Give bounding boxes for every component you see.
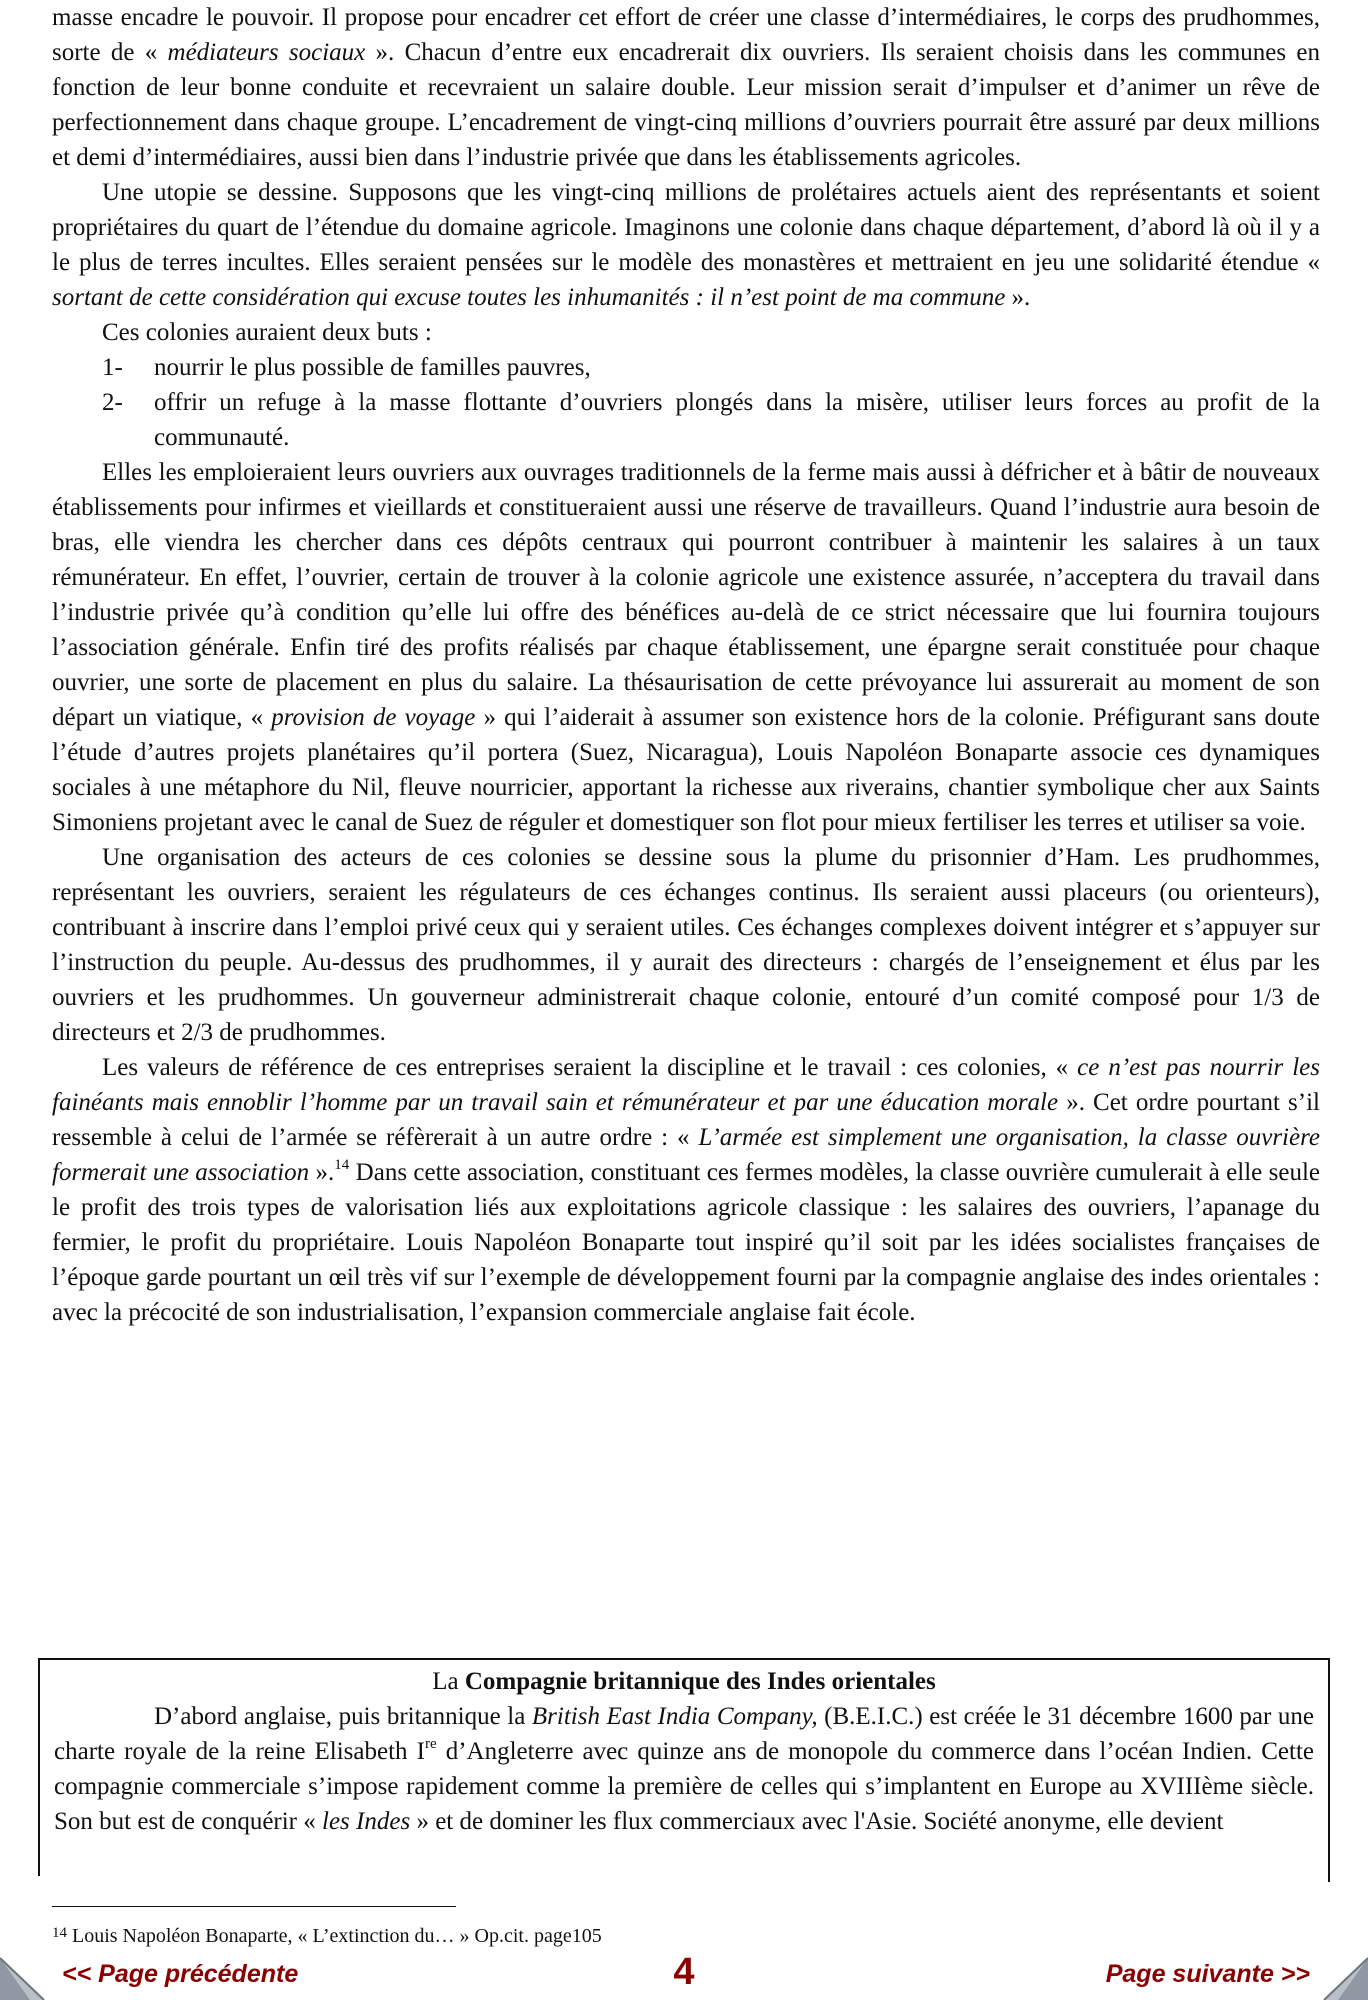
list-item: 2- offrir un refuge à la masse flottante d’ouvriers plongés dans la misère, utiliser leurs forces au profit de la communauté. — [102, 389, 1320, 451]
box-border-fragment — [1328, 1876, 1330, 1882]
next-page-link[interactable]: Page suivante >> — [1105, 1960, 1310, 1988]
box-title: La Compagnie britannique des Indes orientales — [432, 1668, 936, 1695]
page-curl-right-icon — [1320, 1952, 1368, 2000]
list-item: 1- nourrir le plus possible de familles pauvres, — [102, 354, 591, 381]
page-number: 4 — [673, 1951, 695, 1993]
footnote-divider — [52, 1906, 456, 1907]
paragraph-2: Une utopie se dessine. Supposons que les vingt-cinq millions de prolétaires actuels aient des représentants et soient propriétaires du quart de l’étendue du domaine agricole. Imaginons une colonie dans chaque département, d’abord là où il y a le plus de terres incultes. Elles seraient pensées sur le modèle des monastères et mettraient en jeu une solidarité étendue « sortant de cette considération qui excuse toutes les inhumanités : il n’est point de ma commune ». — [52, 179, 1320, 311]
page-navigation — [0, 1950, 1368, 2000]
footnote-reference[interactable]: 14 — [334, 1157, 350, 1173]
page-curl-left-icon — [0, 1952, 48, 2000]
paragraph-1: masse encadre le pouvoir. Il propose pour encadrer cet effort de créer une classe d’intermédiaires, le corps des prudhommes, sorte de « médiateurs sociaux ». Chacun d’entre eux encadrerait dix ouvriers. Ils seraient choisis dans les communes en fonction de leur bonne conduite et recevraient un salaire double. Leur mission serait d’impulser et d’animer un rêve de perfectionnement dans chaque groupe. L’encadrement de vingt-cinq millions d’ouvriers pourrait être assuré par deux millions et demi d’intermédiaires, aussi bien dans l’industrie privée que dans les établissements agricoles. — [52, 4, 1320, 171]
paragraph-5: Une organisation des acteurs de ces colonies se dessine sous la plume du prisonnier d’Ham. Les prudhommes, représentant les ouvriers, seraient les régulateurs de ces échanges continus. Ils seraient aussi placeurs (ou orienteurs), contribuant à inscrire dans l’emploi privé ceux qui y seraient utiles. Ces échanges complexes doivent intégrer et s’appuyer sur l’instruction du peuple. Au-dessus des prudhommes, il y aurait des directeurs : chargés de l’enseignement et élus par les ouvriers et les prudhommes. Un gouverneur administrerait chaque colonie, entouré d’un comité composé pour 1/3 de directeurs et 2/3 de prudhommes. — [52, 844, 1320, 1046]
paragraph-4: Elles les emploieraient leurs ouvriers aux ouvrages traditionnels de la ferme mais aussi à défricher et à bâtir de nouveaux établissements pour infirmes et vieillards et constitueraient aussi une réserve de travailleurs. Quand l’industrie aura besoin de bras, elle viendra les chercher dans ces dépôts centraux qui pourront contribuer à maintenir les salaires à un taux rémunérateur. En effet, l’ouvrier, certain de trouver à la colonie agricole une existence assurée, n’acceptera du travail dans l’industrie privée qu’à condition qu’elle lui offre des bénéfices au-delà de ce strict nécessaire que lui fournira toujours l’association générale. Enfin tiré des profits réalisés par chaque établissement, une épargne serait constituée pour chaque ouvrier, une sorte de placement en plus du salaire. La thésaurisation de cette prévoyance lui assurerait au moment de son départ un viatique, « provision de voyage » qui l’aiderait à assumer son existence hors de la colonie. Préfigurant sans doute l’étude d’autres projets planétaires qu’il portera (Suez, Nicaragua), Louis Napoléon Bonaparte associe ces dynamiques sociales à une métaphore du Nil, fleuve nourricier, apportant la richesse aux riverains, chantier symbolique cher aux Saints Simoniens projetant avec le canal de Suez de réguler et domestiquer son flot pour mieux fertiliser les terres et utiliser sa voie. — [52, 459, 1320, 836]
paragraph-6: Les valeurs de référence de ces entreprises seraient la discipline et le travail : ces colonies, « ce n’est pas nourrir les fainéants mais ennoblir l’homme par un travail sain et rémunérateur et par une éducation morale ». Cet ordre pourtant s’il ressemble à celui de l’armée se réfèrerait à un autre ordre : « L’armée est simplement une organisation, la classe ouvrière formerait une association ».$^{14}$ Dans cette association, constituant ces fermes modèles, la classe ouvrière cumulerait à elle seule le profit des trois types de valorisation liés aux exploitations agricole classique : les salaires des ouvriers, l’apanage du fermier, le profit du propriétaire. Louis Napoléon Bonaparte tout inspiré qu’il soit par les idées socialistes françaises de l’époque garde pourtant un œil très vif sur l’exemple de développement fourni par la compagnie anglaise des indes orientales : avec la précocité de son industrialisation, l’expansion commerciale anglaise fait école. — [52, 1054, 1320, 1326]
paragraph-3: Ces colonies auraient deux buts : — [102, 319, 432, 346]
page-body — [52, 0, 1320, 1330]
previous-page-link[interactable]: << Page précédente — [62, 1960, 299, 1988]
goals-list — [52, 350, 1320, 455]
footnote: $^{14}$ Louis Napoléon Bonaparte, « L’extinction du… » Op.cit. page105 — [52, 1925, 602, 1947]
sidebar-box-east-india-company — [38, 1658, 1330, 1876]
box-text: D’abord anglaise, puis britannique la British East India Company, (B.E.I.C.) est créée le 31 décembre 1600 par une charte royale de la reine Elisabeth Ire d’Angleterre avec quinze ans de monopole du commerce dans l’océan Indien. Cette compagnie commerciale s’impose rapidement comme la première de celles qui s’implantent en Europe au XVIIIème siècle. Son but est de conquérir « les Indes » et de dominer les flux commerciaux avec l'Asie. Société anonyme, elle devient — [54, 1703, 1314, 1835]
